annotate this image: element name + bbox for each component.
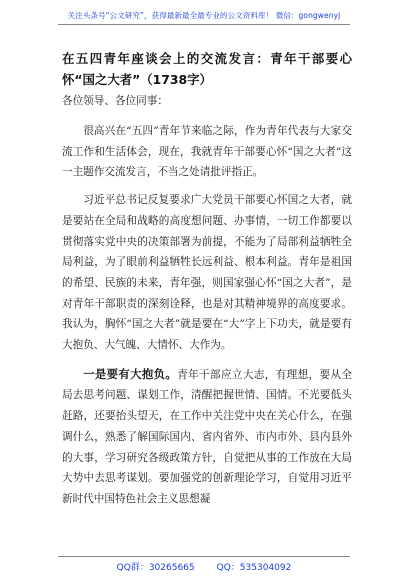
footer-qq: QQ：535304092 (216, 563, 292, 573)
footer-banner (0, 560, 408, 573)
header-divider (58, 24, 350, 25)
section-text: 青年干部应立大志，有理想，要从全局去思考问题、谋划工作，清醒把握世情、国情。不光要低头赶路，还要抬头望天，在工作中关注党中央在关心什么，在强调什么，熟悉了解国际国内、省内省外、市内市外、县内县外的大事，学习研究各级政策方针，自觉把从事的工作放在大局大势中去思考谋划。要加强党的创新理论学习，自觉用习近平新时代中国特色社会主义思想凝 (62, 368, 352, 505)
footer-qq-group: QQ群：30265665 (116, 563, 195, 573)
paragraph-main: 习近平总书记反复要求广大党员干部要心怀国之大者，就是要站在全局和战略的高度想问题、办事情，一切工作都要以贯彻落实党中央的决策部署为前提，不能为了局部利益牺牲全局利益，为了眼前利益牺牲长远利益、根本利益。青年是祖国的希望、民族的未来，青年强，则国家强心怀“国之大者”，是对青年干部职责的深刻诠释，也是对其精神境界的高度要求。我认为，胸怀“国之大者”就是要在“大”字上下功夫，就是要有大抱负、大气魄、大情怀、大作为。 (62, 194, 352, 352)
section-lead: 一是要有大抱负。 (83, 366, 178, 381)
footer-divider (58, 556, 350, 557)
salutation: 各位领导、各位同事： (62, 95, 168, 107)
paragraph-section-one (62, 364, 352, 510)
document-body (62, 48, 352, 510)
paragraph-intro: 很高兴在“五四”青年节来临之际，作为青年代表与大家交流工作和生活体会，现在，我就青年干部要心怀“国之大者”这一主题作交流发言，不当之处请批评指正。 (62, 125, 352, 179)
document-title: 在五四青年座谈会上的交流发言：青年干部要心怀“国之大者”（1738字） (62, 51, 352, 87)
header-banner: 关注头条号“公文研究”，获得最新最全最专业的公文资料库！ 微信：gongwenyj (67, 11, 341, 20)
